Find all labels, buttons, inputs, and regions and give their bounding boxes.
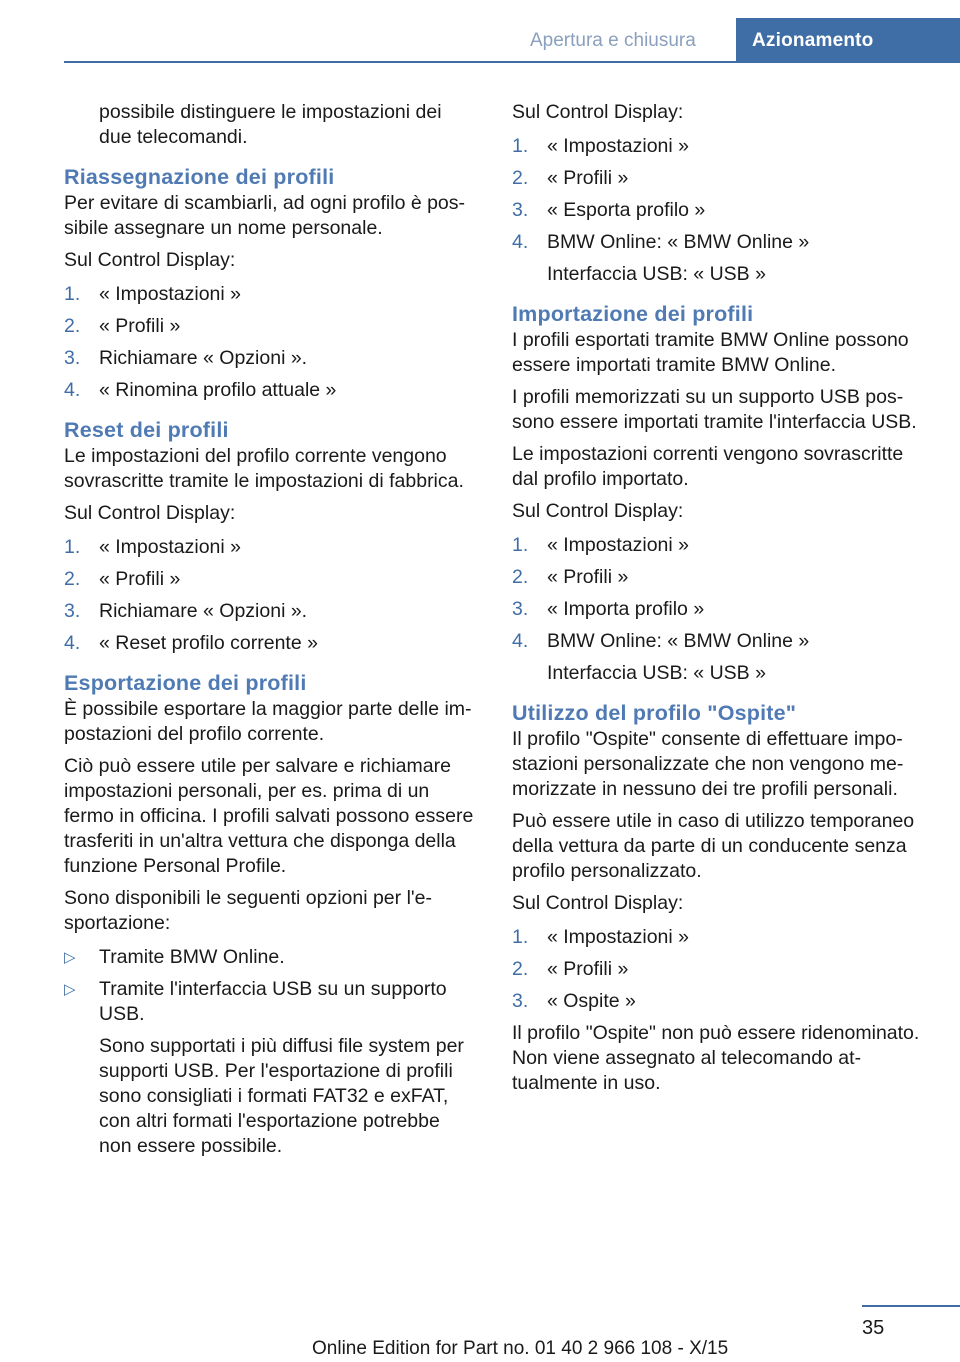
section-body: Ciò può essere utile per salvare e richiamare impostazioni personali, per es. prima di un fermo in officina. I profili salvati possono essere trasferiti in un'altra vettura che disponga della funzione Personal Profile. (64, 755, 474, 877)
step-lead: Sul Control Display: (64, 502, 236, 524)
step-number: 3. (64, 600, 81, 622)
bullet-note: Sono supportati i più diffusi file system per supporti USB. Per l'esportazione di profili sono consigliati i formati FAT32 e exFAT, con altri formati l'esportazione potrebbe non essere possibile. (99, 1035, 464, 1157)
step-item (512, 565, 928, 590)
header-rule (64, 61, 960, 63)
bullet-text: Tramite BMW Online. (99, 946, 285, 968)
step-text: « Ospite » (547, 990, 636, 1012)
section-body: I profili memorizzati su un supporto USB possono essere importati tramite l'interfaccia USB. (512, 386, 917, 433)
steps-list-rename (64, 282, 474, 403)
bullet-text: Tramite l'interfaccia USB su un supporto USB. (99, 978, 447, 1025)
step-item (512, 629, 928, 686)
step-number: 4. (512, 231, 529, 253)
step-text: « Profili » (547, 167, 629, 189)
step-item (512, 198, 928, 223)
step-number: 3. (512, 990, 529, 1012)
intro-paragraph: possibile distinguere le impostazioni dei due telecomandi. (99, 101, 442, 148)
section-body: Le impostazioni del profilo corrente vengono sovrascritte tramite le impostazioni di fabbrica. (64, 445, 464, 492)
bullet-item (64, 945, 474, 970)
section-body: Il profilo "Ospite" non può essere ridenominato. Non viene assegnato al telecomando attualmente in uso. (512, 1022, 920, 1094)
step-number: 1. (512, 135, 529, 157)
bullet-item (64, 977, 474, 1159)
step-item (512, 166, 928, 191)
step-number: 3. (64, 347, 81, 369)
steps-list-export (512, 134, 928, 287)
step-text: « Profili » (99, 568, 181, 590)
step-subtext: Interfaccia USB: « USB » (547, 263, 766, 285)
step-text: BMW Online: « BMW Online » (547, 231, 810, 253)
step-item (512, 989, 928, 1014)
section-heading-importazione: Importazione dei profili (512, 302, 754, 326)
step-item (64, 378, 474, 403)
section-body: Può essere utile in caso di utilizzo temporaneo della vettura da parte di un conducente senza profilo personalizzato. (512, 810, 915, 882)
step-item (512, 230, 928, 287)
step-item (512, 134, 928, 159)
right-column (512, 100, 928, 1103)
step-item (512, 925, 928, 950)
step-lead: Sul Control Display: (64, 249, 236, 271)
step-lead: Sul Control Display: (512, 500, 684, 522)
step-number: 3. (512, 598, 529, 620)
steps-list-reset (64, 535, 474, 656)
step-item (64, 631, 474, 656)
section-body: Il profilo "Ospite" consente di effettuare impostazioni personalizzate che non vengono memorizzate in nessuno dei tre profili personali. (512, 728, 904, 800)
step-text: « Rinomina profilo attuale » (99, 379, 337, 401)
step-item (64, 282, 474, 307)
step-text: « Esporta profilo » (547, 199, 706, 221)
header-chapter-tab: Azionamento (736, 18, 960, 62)
section-body: I profili esportati tramite BMW Online possono essere importati tramite BMW Online. (512, 329, 909, 376)
section-heading-esportazione: Esportazione dei profili (64, 671, 307, 695)
step-text: « Profili » (99, 315, 181, 337)
section-body: Sono disponibili le seguenti opzioni per l'esportazione: (64, 887, 432, 934)
step-item (64, 567, 474, 592)
step-number: 4. (64, 632, 81, 654)
step-text: BMW Online: « BMW Online » (547, 630, 810, 652)
left-column (64, 100, 474, 1166)
step-item (64, 314, 474, 339)
step-text: « Profili » (547, 958, 629, 980)
step-item (64, 535, 474, 560)
step-number: 1. (64, 283, 81, 305)
step-item (64, 346, 474, 371)
step-item (64, 599, 474, 624)
step-text: « Profili » (547, 566, 629, 588)
section-heading-riassegnazione: Riassegnazione dei profili (64, 165, 335, 189)
step-number: 2. (64, 568, 81, 590)
footer-rule (862, 1305, 960, 1307)
step-text: « Reset profilo corrente » (99, 632, 318, 654)
step-item (512, 957, 928, 982)
step-number: 3. (512, 199, 529, 221)
step-number: 2. (512, 958, 529, 980)
step-number: 1. (512, 926, 529, 948)
section-body: Per evitare di scambiarli, ad ogni profilo è possibile assegnare un nome personale. (64, 192, 466, 239)
step-text: Richiamare « Opzioni ». (99, 600, 308, 622)
steps-list-import (512, 533, 928, 686)
triangle-bullet-icon: ▷ (64, 949, 76, 966)
section-heading-ospite: Utilizzo del profilo "Ospite" (512, 701, 797, 725)
step-number: 4. (512, 630, 529, 652)
step-text: Richiamare « Opzioni ». (99, 347, 308, 369)
step-number: 1. (512, 534, 529, 556)
section-body: È possibile esportare la maggior parte delle impostazioni del profilo corrente. (64, 698, 472, 745)
step-number: 4. (64, 379, 81, 401)
step-number: 2. (512, 167, 529, 189)
step-text: « Impostazioni » (99, 536, 241, 558)
section-heading-reset: Reset dei profili (64, 418, 229, 442)
step-text: « Impostazioni » (547, 926, 689, 948)
step-number: 2. (512, 566, 529, 588)
page-number: 35 (862, 1317, 885, 1339)
step-item (512, 533, 928, 558)
steps-list-guest (512, 925, 928, 1014)
triangle-bullet-icon: ▷ (64, 981, 76, 998)
step-item (512, 597, 928, 622)
step-lead: Sul Control Display: (512, 892, 684, 914)
step-text: « Impostazioni » (547, 135, 689, 157)
edition-footer: Online Edition for Part no. 01 40 2 966 108 - X/15 (312, 1338, 729, 1359)
step-subtext: Interfaccia USB: « USB » (547, 662, 766, 684)
step-text: « Impostazioni » (99, 283, 241, 305)
step-lead: Sul Control Display: (512, 101, 684, 123)
step-number: 2. (64, 315, 81, 337)
header-section-title: Apertura e chiusura (530, 30, 696, 51)
step-text: « Importa profilo » (547, 598, 705, 620)
step-text: « Impostazioni » (547, 534, 689, 556)
page-header (0, 0, 960, 62)
step-number: 1. (64, 536, 81, 558)
section-body: Le impostazioni correnti vengono sovrascritte dal profilo importato. (512, 443, 904, 490)
export-options-list (64, 945, 474, 1159)
